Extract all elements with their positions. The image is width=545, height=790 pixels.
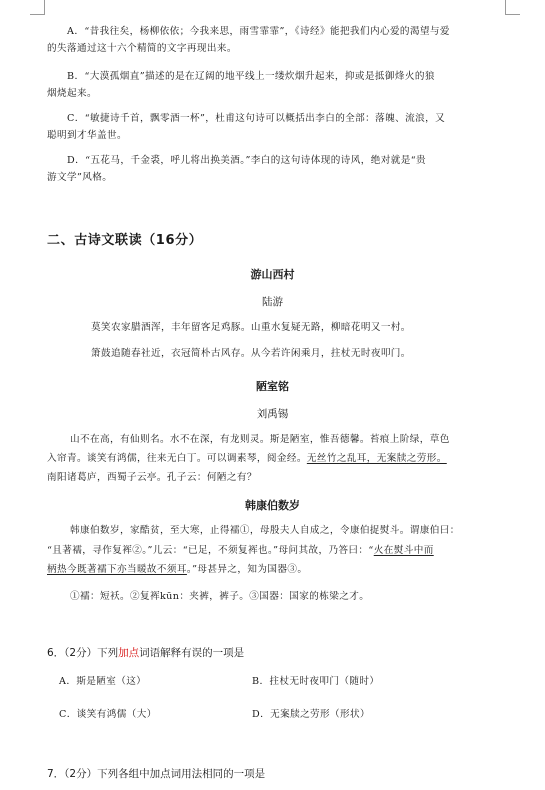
- question-6-highlight: 加点: [118, 647, 140, 659]
- story-line-2: [47, 544, 434, 557]
- option-d-line1: D．“五花马，千金裘，呼儿将出换美酒。”李白的这句诗体现的诗风，绝对就是“贵: [67, 155, 426, 166]
- q6-option-d[interactable]: D．无案牍之劳形（形状）: [252, 709, 371, 720]
- option-c-line2: 聪明到才华盖世。: [47, 130, 127, 141]
- question-7: 7．（2分）下列各组中加点词用法相同的一项是: [47, 768, 266, 780]
- essay-author: 刘禹锡: [256, 408, 289, 420]
- poem-line-2: 箫鼓追随春社近，衣冠简朴古风存。从今若许闲乘月，拄杖无时夜叩门。: [91, 348, 411, 359]
- option-c-line1: C．“敏捷诗千首，飘零酒一杯”，杜甫这句诗可以概括出李白的全部：落魄、流浪，又: [67, 113, 446, 124]
- poem-line-1: 莫笑农家腊酒浑，丰年留客足鸡豚。山重水复疑无路，柳暗花明又一村。: [91, 322, 411, 333]
- option-d-line2: 游文学”风格。: [47, 172, 113, 183]
- essay-line-3: 南阳诸葛庐，西蜀子云亭。孔子云：何陋之有？: [47, 472, 257, 483]
- story-line-2-text: “且著襦，寻作复裈②。”儿云：“已足，不须复裈也。”母问其故，乃答曰：“: [47, 545, 374, 556]
- poem-author: 陆游: [262, 296, 283, 308]
- question-6-prefix: 6．（2分）下列: [47, 647, 119, 659]
- story-line-3-text: 。”母甚异之，知为国器③。: [186, 564, 308, 575]
- option-a-line1: A．“昔我往矣，杨柳依依；今我来思，雨雪霏霏”，《诗经》能把我们内心爱的渴望与爱: [67, 26, 450, 37]
- essay-line-2-text: 入帘青。谈笑有鸿儒，往来无白丁。可以调素琴，阅金经。: [47, 453, 307, 464]
- question-6-suffix: 词语解释有误的一项是: [139, 647, 245, 659]
- margin-corner-right: [505, 0, 520, 15]
- essay-title: 陋室铭: [256, 380, 289, 393]
- essay-line-1: 山不在高，有仙则名。水不在深，有龙则灵。斯是陋室，惟吾德馨。苔痕上阶绿，草色: [70, 434, 450, 445]
- option-b-line2: 烟烧起来。: [47, 88, 97, 99]
- story-title: 韩康伯数岁: [245, 499, 300, 512]
- story-underlined-end: 柄热今既著襦下亦当暖故不须耳: [47, 564, 187, 575]
- story-line-3: [47, 563, 307, 576]
- story-line-1: 韩康伯数岁，家酷贫，至大寒，止得襦①，母殷夫人自成之，令康伯捉熨斗。谓康伯曰：: [70, 525, 460, 536]
- option-b-line1: B．“大漠孤烟直”描述的是在辽阔的地平线上一缕炊烟升起来，抑或是抵御烽火的狼: [67, 71, 435, 82]
- q6-option-b[interactable]: B．拄杖无时夜叩门（随时）: [252, 676, 380, 687]
- margin-corner-left: [30, 0, 45, 15]
- poem-title: 游山西村: [250, 268, 295, 281]
- q6-option-a[interactable]: A．斯是陋室（这）: [59, 676, 147, 687]
- story-notes: ①襦：短袄。②复裈kūn：夹裤，裤子。③国器：国家的栋梁之才。: [70, 591, 370, 602]
- q6-option-c[interactable]: C．谈笑有鸿儒（大）: [59, 709, 157, 720]
- essay-line-2: [47, 452, 447, 465]
- section-heading: 二、古诗文联读（16分）: [47, 233, 203, 248]
- essay-underlined-phrase: 无丝竹之乱耳，无案牍之劳形。: [306, 453, 447, 464]
- option-a-line2: 的失落通过这十六个精简的文字再现出来。: [47, 43, 237, 54]
- question-6: [47, 645, 244, 660]
- story-underlined-start: 火在熨斗中而: [373, 545, 434, 556]
